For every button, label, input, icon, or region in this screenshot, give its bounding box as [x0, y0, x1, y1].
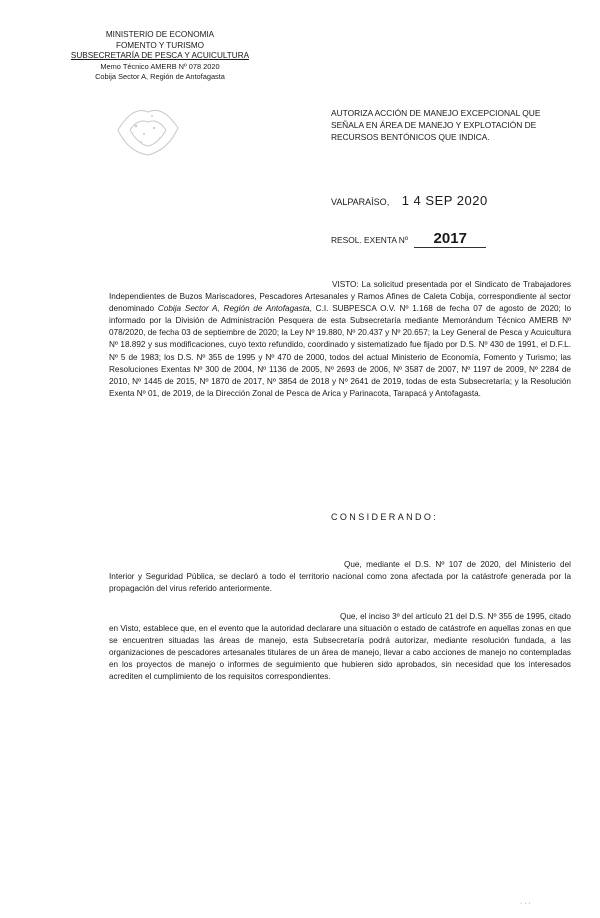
considerando-heading: CONSIDERANDO: — [331, 512, 439, 522]
visto-paragraph — [109, 279, 571, 400]
visto-lead-text: VISTO: La solicitud presentada por el Sindicato de Trabajadores Independientes de Buzos Mariscadores, Pescadores Artesanales y Ramos Afines de Caleta Cobija, correspondiente al sector denominado — [109, 280, 571, 314]
page-footer-mark: · · · — [520, 900, 531, 907]
sector-name-italic: Cobija Sector A, Región de Antofagasta — [157, 304, 310, 314]
memo-reference: Memo Técnico AMERB Nº 078 2020 — [100, 61, 220, 71]
resolution-number: 2017 — [414, 230, 486, 248]
resolution-label: RESOL. EXENTA Nº — [331, 235, 408, 245]
considerando-paragraph-1: Que, mediante el D.S. Nº 107 de 2020, del Ministerio del Interior y Seguridad Pública, se declaró a todo el territorio nacional como zona afectada por la catástrofe generada por la propagación del virus referido anteriormente. — [109, 560, 571, 594]
subsecretaria-name: SUBSECRETARÍA DE PESCA Y ACUICULTURA — [70, 51, 250, 60]
ministry-name: MINISTERIO DE ECONOMIA — [105, 30, 215, 39]
resolution-title: AUTORIZA ACCIÓN DE MANEJO EXCEPCIONAL QUE SEÑALA EN ÁREA DE MANEJO Y EXPLOTACIÓN DE RECURSOS BENTÓNICOS QUE INDICA. — [331, 108, 541, 142]
date-stamp: 1 4 SEP 2020 — [401, 193, 488, 208]
considerando-paragraph-2: Que, el inciso 3º del artículo 21 del D.S. Nº 355 de 1995, citado en Visto, establece que, en el evento que la autoridad declarare una situación o estado de catástrofe en aquellas zonas en que se encuentren situadas las áreas de manejo, esta Subsecretaría podrá autorizar, mediante resolución fundada, a las organizaciones de pescadores artesanales titulares de un área de manejo, llevar a cabo acciones de manejo no contempladas en los proyectos de manejo o informes de seguimiento que hubieren sido aprobados, sin necesidad que los interesados acrediten el cumplimiento de los requisitos correspondientes. — [109, 612, 571, 682]
letterhead — [60, 30, 260, 83]
sector-reference: Cobija Sector A, Región de Antofagasta — [95, 72, 225, 81]
ministry-subtitle: FOMENTO Y TURISMO — [115, 40, 205, 50]
place-label: VALPARAÍSO, — [331, 197, 390, 207]
faded-seal-emblem — [108, 100, 188, 160]
visto-rest-text: , C.I. SUBPESCA O.V. Nº 1.168 de fecha 07 de agosto de 2020; lo informado por la División de Administración Pesquera de esta Subsecretaría mediante Memorándum Técnico AMERB Nº 078/2020, de fecha 03 de septiembre de 2020; la Ley Nº 19.880, Nº 20.437 y Nº 20.657; la Ley General de Pesca y Acuicultura Nº 18.892 y sus modificaciones, cuyo texto refundido, coordinado y sistematizado fue fijado por D.S. Nº 430 de 1991, el D.F.L. Nº 5 de 1983; los D.S. Nº 355 de 1995 y Nº 470 de 2000, todos del actual Ministerio de Economía, Fomento y Turismo; las Resoluciones Exentas Nº 300 de 2004, Nº 1136 de 2005, Nº 2693 de 2006, Nº 3587 de 2007, Nº 1197 de 2009, Nº 2284 de 2010, Nº 1445 de 2015, Nº 1870 de 2017, Nº 3854 de 2018 y Nº 2641 de 2019, todas de esta Subsecretaría; y la Resolución Exenta Nº 01, de 2019, de la Dirección Zonal de Pesca de Arica y Parinacota, Tarapacá y Antofagasta. — [109, 304, 571, 398]
resolution-number-line — [331, 230, 486, 248]
place-and-date — [331, 193, 488, 208]
